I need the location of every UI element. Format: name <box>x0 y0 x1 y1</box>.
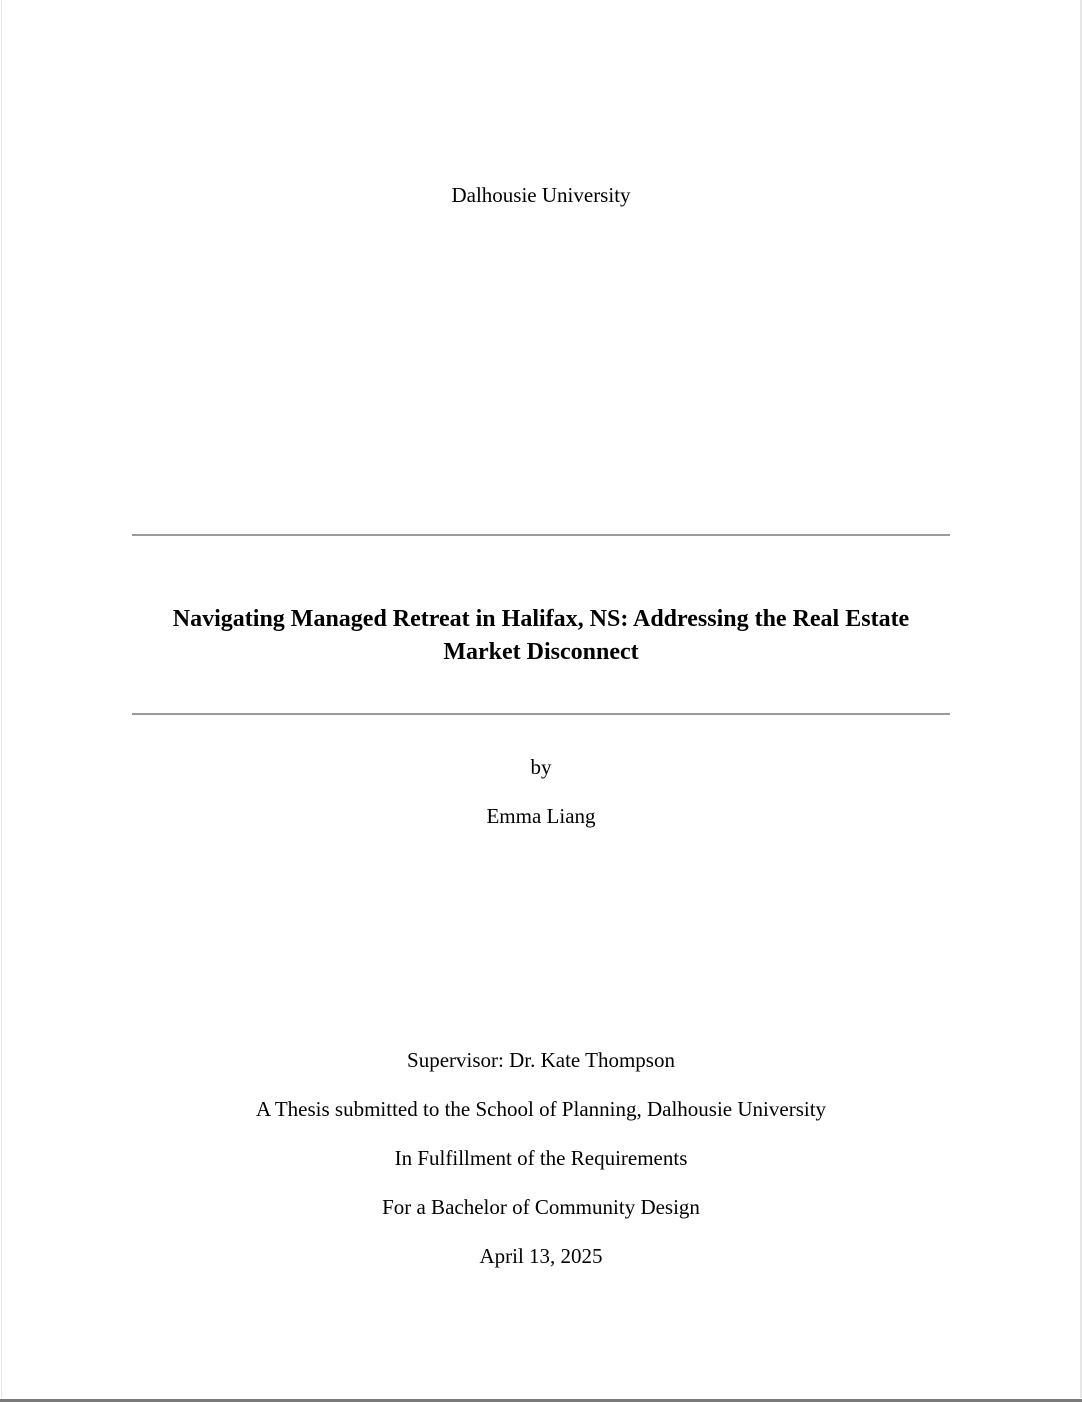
degree: For a Bachelor of Community Design <box>382 1195 700 1219</box>
author-name: Emma Liang <box>486 804 596 828</box>
submission-statement: A Thesis submitted to the School of Planning, Dalhousie University <box>255 1097 827 1121</box>
thesis-title-line-2: Market Disconnect <box>443 639 639 665</box>
submission-date: April 13, 2025 <box>479 1244 603 1268</box>
fulfillment-statement: In Fulfillment of the Requirements <box>394 1146 688 1170</box>
by-label: by <box>530 755 552 779</box>
thesis-title-line-1: Navigating Managed Retreat in Halifax, NS: Addressing the Real Estate <box>172 606 910 632</box>
top-divider <box>132 534 950 536</box>
bottom-divider <box>132 713 950 715</box>
institution: Dalhousie University <box>451 183 631 207</box>
supervisor: Supervisor: Dr. Kate Thompson <box>407 1048 675 1072</box>
document-page <box>1 0 1082 1398</box>
